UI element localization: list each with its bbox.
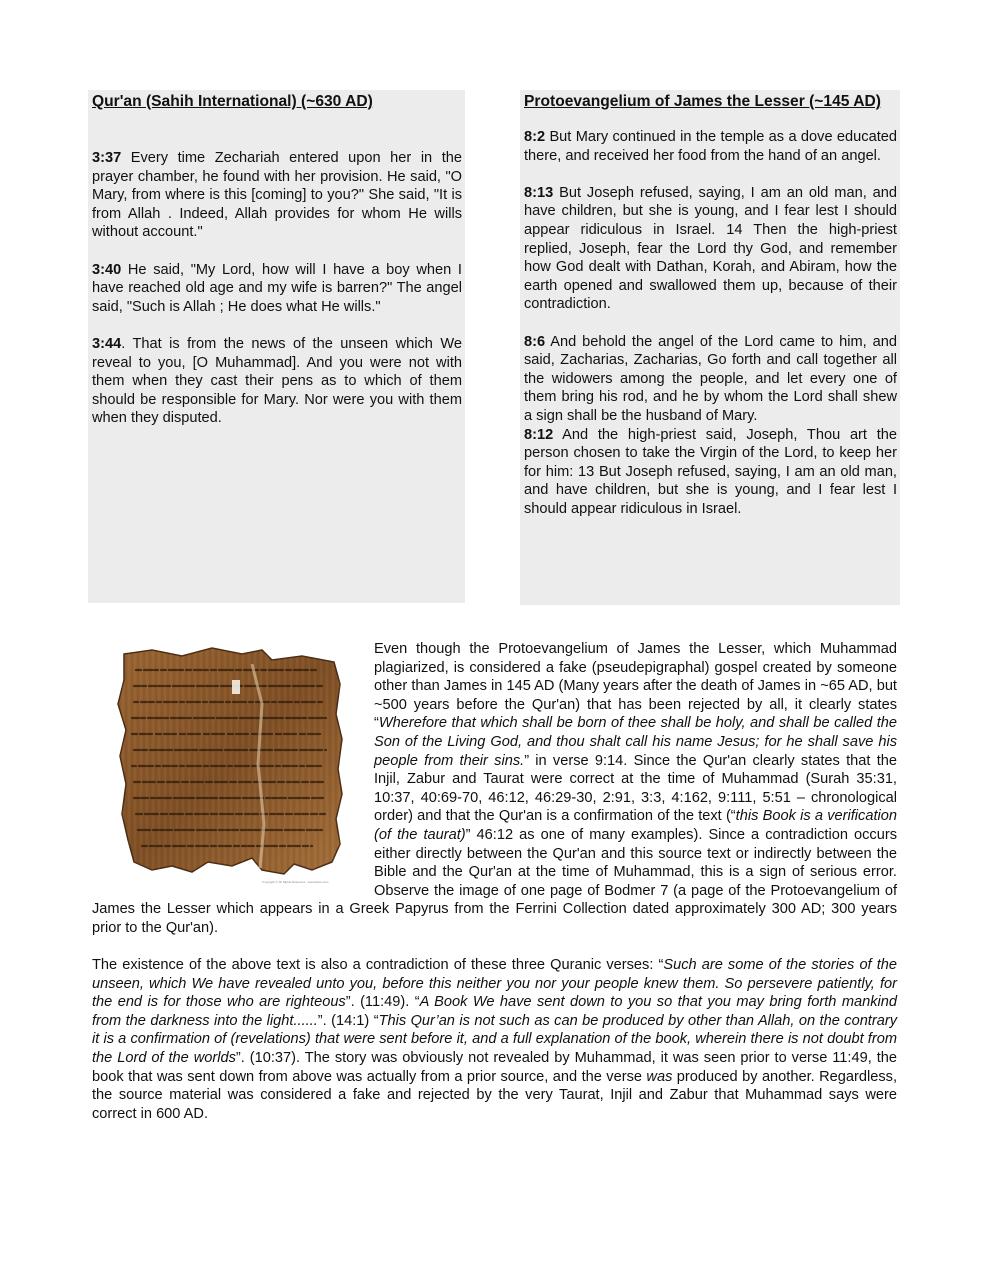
verse-ref: 3:37 (92, 150, 122, 166)
verse-3-44 (92, 335, 462, 428)
verse-text: And behold the angel of the Lord came to him, and said, Zacharias, Zacharias, Go forth and call together all the widowers among the people, and let every one of them bring his rod, and he by whom the Lord shall shew a sign shall be the husband of Mary. (524, 333, 897, 424)
verse-8-2 (524, 128, 897, 165)
verse-text: But Mary continued in the temple as a dove educated there, and received her food from the hand of an angel. (524, 129, 897, 164)
protoevangelium-column (520, 90, 900, 605)
body-p2-text-e: produced by another. Regardless, the source material was considered a fake and rejected by the very Taurat, Injil and Zabur that Muhammad says were correct in 600 AD. (92, 1068, 897, 1122)
verse-text: Every time Zechariah entered upon her in the prayer chamber, he found with her provision. He said, "O Mary, from where is this [coming] to you?" She said, "It is from Allah . Indeed, Allah provides for whom He wills without account." (92, 150, 462, 241)
protoevangelium-column-title: Protoevangelium of James the Lesser (~145 AD) (524, 93, 881, 110)
verse-text: . That is from the news of the unseen which We reveal to you, [O Muhammad]. And you were not with them when they cast their pens as to which of them should be responsible for Mary. Nor were you with them when they disputed. (92, 335, 462, 427)
body-p1-text-b: ” in verse 9:14. Since the Qur'an clearly states that the Injil, Zabur and Taurat were correct at the time of Muhammad (Surah 35:31, 10:37, 40:69-70, 46:12, 46:29-30, 2:91, 3:3, 4:162, 9:111, 5:51 – chronological order) and that the Qur'an is a confirmation of the text (“ (374, 752, 897, 825)
body-p2-text-a: The existence of the above text is also a contradiction of these three Quranic verses: “ (92, 957, 664, 974)
quran-column-content (92, 91, 462, 428)
quran-column (88, 90, 465, 603)
body-p2-text-c: ”. (14:1) “ (317, 1012, 379, 1029)
body-p1-text-c: ” 46:12 as one of many examples). Since a contradiction occurs either directly between the Qur'an and this source text or indirectly between the Bible and the Qur'an at the time of Muhammad, this is a sign of serious error. Observe the image of one page of Bodmer 7 (a page of the Protoevangelium of James the Lesser which appears in a Greek Papyrus from the Ferrini Collection dated approximately 300 AD; 300 years prior to the Qur'an). (92, 826, 897, 936)
verse-3-37 (92, 149, 462, 242)
papyrus-caption: Copyright © All Rights Reserved - JesusAlive.com (262, 880, 329, 884)
verse-ref: 8:12 (524, 426, 554, 443)
body-p1-text-a: Even though the Protoevangelium of James the Lesser, which Muhammad plagiarized, is considered a fake (pseudepigraphal) gospel created by someone other than James in 145 AD (Many years after the death of James in ~65 AD, but ~500 years before the Qur'an) that has been rejected by all, it clearly states “ (374, 641, 897, 732)
body-p2-text-d: ”. (10:37). The story was obviously not revealed by Muhammad, it was seen prior to verse 11:49, the book that was sent down from above was actually from a prior source, and the verse (92, 1050, 897, 1085)
verse-8-12 (524, 426, 897, 519)
body-paragraph-2 (92, 956, 897, 1123)
verse-ref: 3:40 (92, 261, 122, 278)
body-p2-text-b: ”. (11:49). “ (345, 994, 420, 1011)
verse-ref: 8:13 (524, 184, 554, 201)
verse-text: He said, "My Lord, how will I have a boy when I have reached old age and my wife is barren?" The angel said, "Such is Allah ; He does what He wills." (92, 261, 462, 315)
verse-text: And the high-priest said, Joseph, Thou art the person chosen to take the Virgin of the Lord, to keep her for him: 13 But Joseph refused, saying, I am an old man, and have children, but she is young, and I fear lest I should appear ridiculous in Israel. (524, 426, 897, 517)
verse-3-40 (92, 261, 462, 317)
verse-ref: 8:2 (524, 129, 546, 145)
body-p2-quote-3: This Qur’an is not such as can be produced by other than Allah, on the contrary it is a confirmation of (revelations) that were sent before it, and a full explanation of the book, wherein there is not doubt from the Lord of the worlds (92, 1012, 897, 1067)
verse-8-13 (524, 184, 897, 314)
verse-ref: 3:44 (92, 335, 122, 352)
body-p2-quote-4: was (646, 1068, 673, 1085)
verse-ref: 8:6 (524, 333, 546, 350)
quran-column-title: Qur'an (Sahih International) (~630 AD) (92, 93, 373, 110)
body-p2-quote-2: A Book We have sent down to you so that you may bring forth mankind from the darkness into the light...... (92, 994, 897, 1029)
body-p1-quote-2: this Book is a verification (of the taurat) (374, 808, 897, 843)
body-p2-quote-1: Such are some of the stories of the unseen, which We have revealed unto you, before this neither you nor your people knew them. So persevere patiently, for the end is for those who are righteous (92, 957, 898, 1011)
verse-8-6 (524, 333, 897, 426)
image-wrap-spacer (92, 640, 374, 892)
body-p1-quote-1: Wherefore that which shall be born of thee shall be holy, and shall be called the Son of the Living God, and thou shalt call his name Jesus; for he shall save his people from their sins. (374, 715, 897, 769)
body-text (92, 640, 897, 1123)
protoevangelium-column-content (524, 91, 897, 518)
verse-text: But Joseph refused, saying, I am an old man, and have children, but she is young, and I fear lest I should appear ridiculous in Israel. 14 Then the high-priest replied, Joseph, fear the Lord thy God, and remember how God dealt with Dathan, Korah, and Abiram, how the earth opened and swallowed them up, because of their contradiction. (524, 184, 897, 313)
